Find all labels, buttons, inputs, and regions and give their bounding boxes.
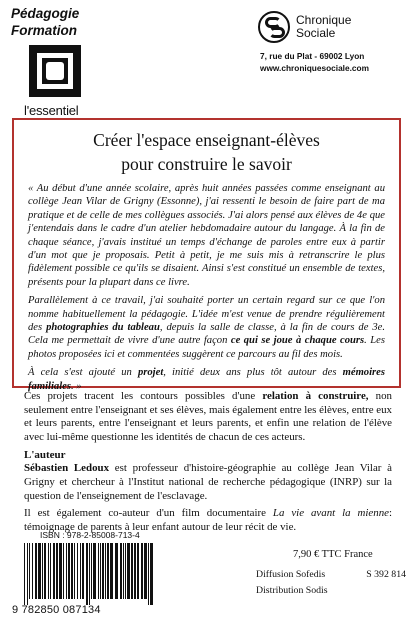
book-title (28, 128, 385, 176)
author-heading: L'auteur (24, 449, 66, 462)
publisher-name-line2: Sociale (296, 26, 336, 40)
quote-p2-emphasis-photos: photographies du tableau (46, 322, 160, 334)
barcode-digits: 9 782850 087134 (12, 604, 101, 616)
quote-p3-text-c: , initié deux ans plus tôt autour des (163, 367, 343, 379)
quote-p3-text-a: À cela s'est ajouté un (28, 367, 138, 379)
diffusion-label: Diffusion Sofedis (256, 569, 326, 580)
quote-p3-emphasis-projet: projet (137, 367, 164, 379)
body-p1-text-a: Ces projets tracent les contours possibles d'une (24, 390, 263, 402)
diffusion-row (256, 568, 406, 582)
diffusion-code: S 392 814 (366, 569, 406, 580)
distribution-label: Distribution Sodis (256, 585, 328, 596)
description-body (24, 390, 392, 538)
barcode-icon (12, 543, 162, 605)
quote-p2-text-e: . Les photos proposées ici et commentées suggèrent ce parcours au fil des mois. (28, 335, 385, 360)
author-bio: est professeur d'histoire-géographie au collège Jean Vilar à Grigny et chercheur à l'Institut national de recherche pédagogique (INRP) sur la question de l'enseignement de l'esclavage. (24, 462, 392, 502)
author-name: Sébastien Ledoux (24, 462, 110, 475)
series-block (11, 5, 121, 118)
summary-frame (12, 118, 401, 392)
quote-p3-text-e: . » (70, 380, 82, 392)
body-p3-text-c: : témoignage de parents à leur enfant autour de leur récit de vie. (24, 507, 393, 533)
body-paragraph-1 (24, 390, 392, 444)
publisher-url: www.chroniquesociale.com (260, 63, 369, 73)
quote-paragraph-2 (28, 294, 385, 361)
body-p1-emphasis: relation à construire, (262, 390, 369, 402)
publisher-name-line1: Chronique (296, 13, 352, 27)
body-p3-text-a: Il est également co-auteur d'un film documentaire (24, 507, 273, 520)
price-label: 7,90 € TTC France (293, 549, 373, 560)
series-line-pedagogie: Pédagogie (11, 6, 80, 21)
isbn-label: ISBN : 978-2-85008-713-4 (40, 530, 140, 540)
quote-p2-text-a: Parallèlement à ce travail, j'ai souhaité porter un certain regard sur ce que l'on nomme habituellement la pédagogie. L'idée m'est venue de prendre régulièrement des (28, 295, 385, 334)
film-title: La vie avant la mienne (272, 507, 389, 520)
collection-logo-icon (29, 45, 81, 97)
publisher-block (258, 11, 408, 74)
collection-name: l'essentiel (24, 103, 79, 118)
price-area (256, 548, 406, 598)
publisher-address: 7, rue du Plat - 69002 Lyon (260, 51, 365, 61)
book-title-line1: Créer l'espace enseignant-élèves (93, 130, 320, 150)
quote-p2-emphasis-cours: ce qui se joue à chaque cours (230, 335, 365, 347)
publisher-logo-icon (258, 11, 290, 43)
body-paragraph-2 (24, 462, 392, 503)
quote-paragraph-1: « Au début d'une année scolaire, après huit années passées comme enseignant au collège Jean Vilar de Grigny (Essonne), j'ai ressenti le besoin de faire part de ma pratique et de celle de mes collègues associés. J'ai alors pensé aux élèves de 4e que j'entendais dans le cadre d'un atelier hebdomadaire autour du langage. À la fin de chaque séance, j'avais institué un temps d'échange de paroles entre eux à partir d'un mot que je proposais. Petit à petit, je me suis mis à retranscrire le plus fidèlement possible ce qu'ils se disaient. Ainsi s'est constitué un ensemble de textes, présents pour la plupart dans ce livre. (28, 183, 385, 288)
barcode-area (12, 530, 162, 616)
publisher-name (296, 14, 351, 40)
quote-p2-text-c: , depuis la salle de classe, à la fin de cours de 3e. Cela me permettait de vivre d'une autre façon (28, 322, 385, 347)
series-line-formation: Formation (11, 23, 77, 38)
body-p1-text-c: non seulement entre l'enseignant et ses élèves, mais également entre les élèves, entre eux et leurs parents, entre l'enseignant et leurs parents, et enfin une relation de l'élève avec lui-même questionne les identités de chacun de ces acteurs. (24, 390, 392, 443)
book-title-line2: pour construire le savoir (121, 154, 292, 174)
quote-p3-emphasis-memoires: mémoires familiales (28, 367, 385, 392)
